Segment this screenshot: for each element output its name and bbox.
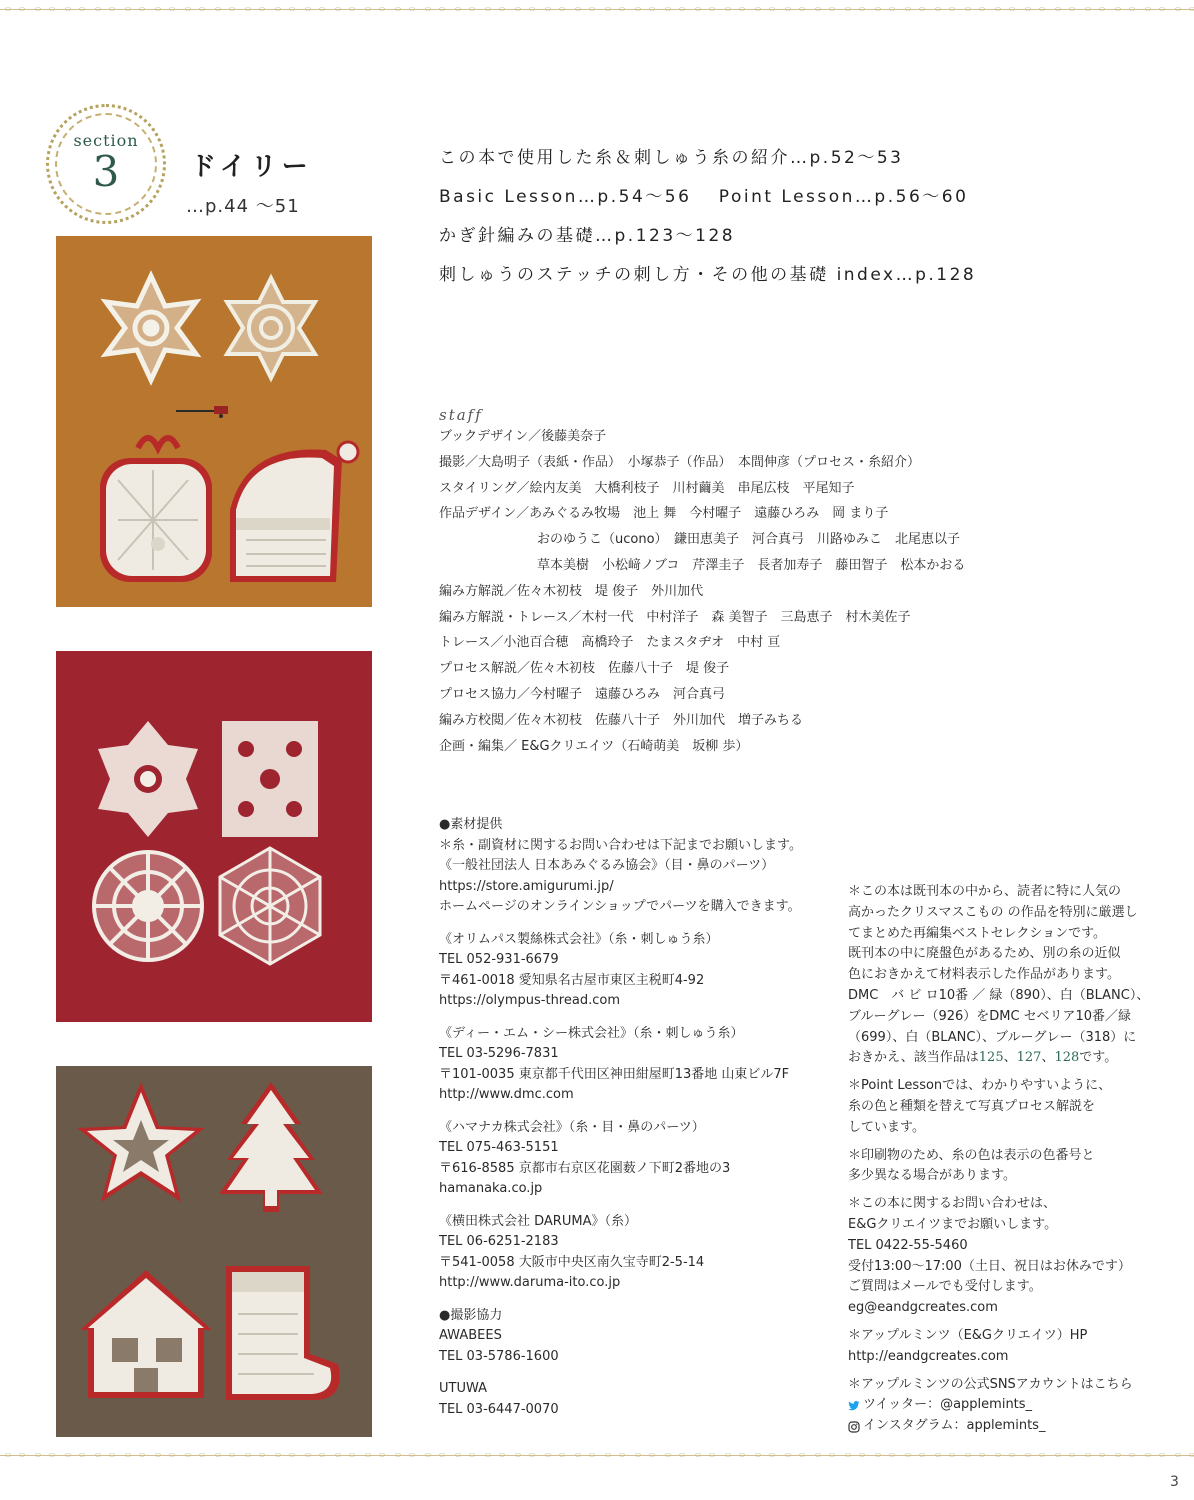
- supplier-address: 〒101-0035 東京都千代田区神田紺屋町13番地 山東ビル7F: [439, 1066, 790, 1082]
- section-title: ドイリー: [190, 152, 313, 182]
- note-line: 既刊本の中に廃盤色があるため、別の糸の近似: [848, 946, 1121, 962]
- note-line: ＊この本は既刊本の中から、読者に特に人気の: [848, 884, 1122, 899]
- doily-photo-red: [56, 651, 372, 1022]
- section-pages: …p.44 ～51: [186, 196, 300, 217]
- supplier-url[interactable]: https://olympus-thread.com: [439, 993, 620, 1008]
- photo-credit-tel: TEL 03-6447-0070: [439, 1401, 559, 1417]
- supplier-url[interactable]: hamanaka.co.jp: [439, 1181, 543, 1196]
- homepage-url[interactable]: http://eandgcreates.com: [848, 1348, 1009, 1364]
- index-item: Basic Lesson…p.54～56 Point Lesson…p.56～60: [439, 187, 969, 207]
- staff-line: 編み方校閲／佐々木初枝 佐藤八十子 外川加代 増子みちる: [439, 712, 804, 728]
- supplier-note: ホームページのオンラインショップでパーツを購入できます。: [439, 899, 801, 914]
- supplier-address: 〒541-0058 大阪市中央区南久宝寺町2-5-14: [439, 1254, 705, 1270]
- note-line: ＊この本に関するお問い合わせは、: [848, 1196, 1057, 1212]
- supplier-url[interactable]: https://store.amigurumi.jp/: [439, 878, 614, 894]
- contact-email[interactable]: eg@eandgcreates.com: [848, 1300, 998, 1316]
- photo-cooperation-heading: ●撮影協力: [439, 1307, 503, 1323]
- note-line: 糸の色と種類を替えて写真プロセス解説を: [848, 1098, 1096, 1114]
- staff-line: ブックデザイン／後藤美奈子: [439, 429, 607, 444]
- doily-photo-orange: [56, 236, 372, 607]
- supplier-name: 《ハマナカ株式会社》（糸・目・鼻のパーツ）: [439, 1119, 705, 1135]
- staff-line: 企画・編集／ E&Gクリエイツ（石崎萌美 坂柳 歩）: [439, 738, 749, 754]
- staff-line: 編み方解説／佐々木初枝 堤 俊子 外川加代: [439, 583, 704, 599]
- supplier-name: 《一般社団法人 日本あみぐるみ協会》（目・鼻のパーツ）: [439, 858, 775, 873]
- staff-line: トレース／小池百合穂 高橋玲子 たまスタヂオ 中村 亘: [439, 635, 781, 651]
- instagram-icon: [848, 1421, 860, 1433]
- doily-photo-brown-image: [56, 1066, 372, 1437]
- works-separator: 、: [1041, 1050, 1055, 1066]
- doily-photo-orange-image: [56, 236, 372, 607]
- staff-line: 草本美樹 小松﨑ノブコ 芹澤圭子 長者加寿子 藤田智子 松本かおる: [537, 557, 966, 573]
- supplier-tel: TEL 03-5296-7831: [439, 1046, 559, 1061]
- note-line: （699）、白（BLANC）、ブルーグレー（318）に: [848, 1029, 1137, 1045]
- contact-tel: TEL 0422-55-5460: [848, 1237, 968, 1253]
- supplier-address: 〒461-0018 愛知県名古屋市東区主税町4-92: [439, 972, 705, 988]
- note-line: ＊Point Lessonでは、わかりやすいように、: [848, 1078, 1112, 1094]
- note-line: しています。: [848, 1119, 925, 1135]
- supplier-name: 《オリムパス製絲株式会社》（糸・刺しゅう糸）: [439, 931, 719, 947]
- twitter-account[interactable]: [848, 1395, 1148, 1416]
- materials-intro: ＊糸・副資材に関するお問い合わせは下記までお願いします。: [439, 837, 802, 853]
- note-line: DMC バ ビ ロ10番 ／ 緑（890）、白（BLANC）、: [848, 987, 1150, 1003]
- page-index: [439, 146, 1159, 302]
- note-line-works: [848, 1048, 1148, 1069]
- supplier-tel: TEL 06-6251-2183: [439, 1234, 559, 1249]
- notes-column: [848, 882, 1148, 1437]
- twitter-label: ツイッター：@applemints_: [863, 1397, 1033, 1413]
- doily-photo-red-image: [56, 651, 372, 1022]
- work-number: 128: [1054, 1050, 1080, 1066]
- note-line: てまとめた再編集ベストセレクションです。: [848, 925, 1107, 941]
- note-line: ご質問はメールでも受付します。: [848, 1279, 1042, 1295]
- staff-credits: [439, 406, 1159, 763]
- note-works-suffix: です。: [1079, 1050, 1118, 1066]
- staff-heading: staff: [439, 406, 483, 424]
- staff-line: プロセス解説／佐々木初枝 佐藤八十子 堤 俊子: [439, 661, 730, 677]
- note-line: 多少異なる場合があります。: [848, 1168, 1016, 1184]
- note-line: ＊アップルミンツ（E&Gクリエイツ）HP: [848, 1327, 1088, 1343]
- work-number: 127: [1016, 1050, 1042, 1066]
- staff-line: プロセス協力／今村曜子 遠藤ひろみ 河合真弓: [439, 686, 726, 702]
- note-line: ＊印刷物のため、糸の色は表示の色番号と: [848, 1147, 1095, 1163]
- staff-line: おのゆうこ（ucono） 鎌田恵美子 河合真弓 川路ゆみこ 北尾恵以子: [537, 532, 961, 548]
- staff-line: スタイリング／絵内友美 大橋利枝子 川村繭美 串尾広枝 平尾知子: [439, 480, 855, 496]
- index-item: 刺しゅうのステッチの刺し方・その他の基礎 index…p.128: [439, 265, 977, 285]
- work-number: 125: [978, 1050, 1004, 1066]
- instagram-label: インスタグラム：applemints_: [863, 1418, 1046, 1434]
- works-separator: 、: [1003, 1050, 1017, 1066]
- photo-credit-name: UTUWA: [439, 1381, 488, 1396]
- note-line: E&Gクリエイツまでお願いします。: [848, 1216, 1058, 1232]
- doily-photo-brown: [56, 1066, 372, 1437]
- page-number: 3: [1170, 1474, 1179, 1490]
- materials-heading: ●素材提供: [439, 817, 503, 832]
- note-line: 色におきかえて材料表示した作品があります。: [848, 967, 1120, 983]
- supplier-url[interactable]: http://www.daruma-ito.co.jp: [439, 1275, 621, 1290]
- staff-line: 編み方解説・トレース／木村一代 中村洋子 森 美智子 三島恵子 村木美佐子: [439, 609, 911, 625]
- material-suppliers: [439, 815, 839, 1420]
- supplier-name: 《横田株式会社 DARUMA》（糸）: [439, 1213, 637, 1229]
- section-number: 3: [92, 147, 120, 196]
- supplier-address: 〒616-8585 京都市右京区花園薮ノ下町2番地の3: [439, 1160, 731, 1176]
- photo-credit-name: AWABEES: [439, 1328, 502, 1343]
- bottom-decorative-border: [0, 1448, 1194, 1462]
- note-line: ＊アップルミンツの公式SNSアカウントはこちら: [848, 1376, 1133, 1392]
- note-works-prefix: おきかえ、該当作品は: [848, 1050, 979, 1066]
- note-line: 受付13:00～17:00（土日、祝日はお休みです）: [848, 1258, 1131, 1274]
- staff-line: 作品デザイン／あみぐるみ牧場 池上 舞 今村曜子 遠藤ひろみ 岡 まり子: [439, 506, 889, 522]
- index-item: この本で使用した糸＆刺しゅう糸の紹介…p.52～53: [439, 148, 904, 168]
- supplier-tel: TEL 052-931-6679: [439, 952, 559, 967]
- supplier-tel: TEL 075-463-5151: [439, 1140, 559, 1155]
- instagram-account[interactable]: [848, 1416, 1148, 1437]
- top-decorative-border: [0, 2, 1194, 16]
- section-badge: [46, 104, 166, 224]
- twitter-icon: [848, 1400, 860, 1412]
- index-item: かぎ針編みの基礎…p.123～128: [439, 226, 736, 246]
- supplier-name: 《ディー・エム・シー株式会社》（糸・刺しゅう糸）: [439, 1025, 744, 1041]
- staff-line: 撮影／大島明子（表紙・作品） 小塚恭子（作品） 本間伸彦（プロセス・糸紹介）: [439, 454, 921, 470]
- supplier-url[interactable]: http://www.dmc.com: [439, 1087, 574, 1102]
- section-word: section: [73, 131, 139, 150]
- photo-credit-tel: TEL 03-5786-1600: [439, 1348, 559, 1364]
- note-line: 高かったクリスマスこもの の作品を特別に厳選し: [848, 904, 1138, 920]
- note-line: ブルーグレー（926）をDMC セベリア10番／緑: [848, 1008, 1132, 1024]
